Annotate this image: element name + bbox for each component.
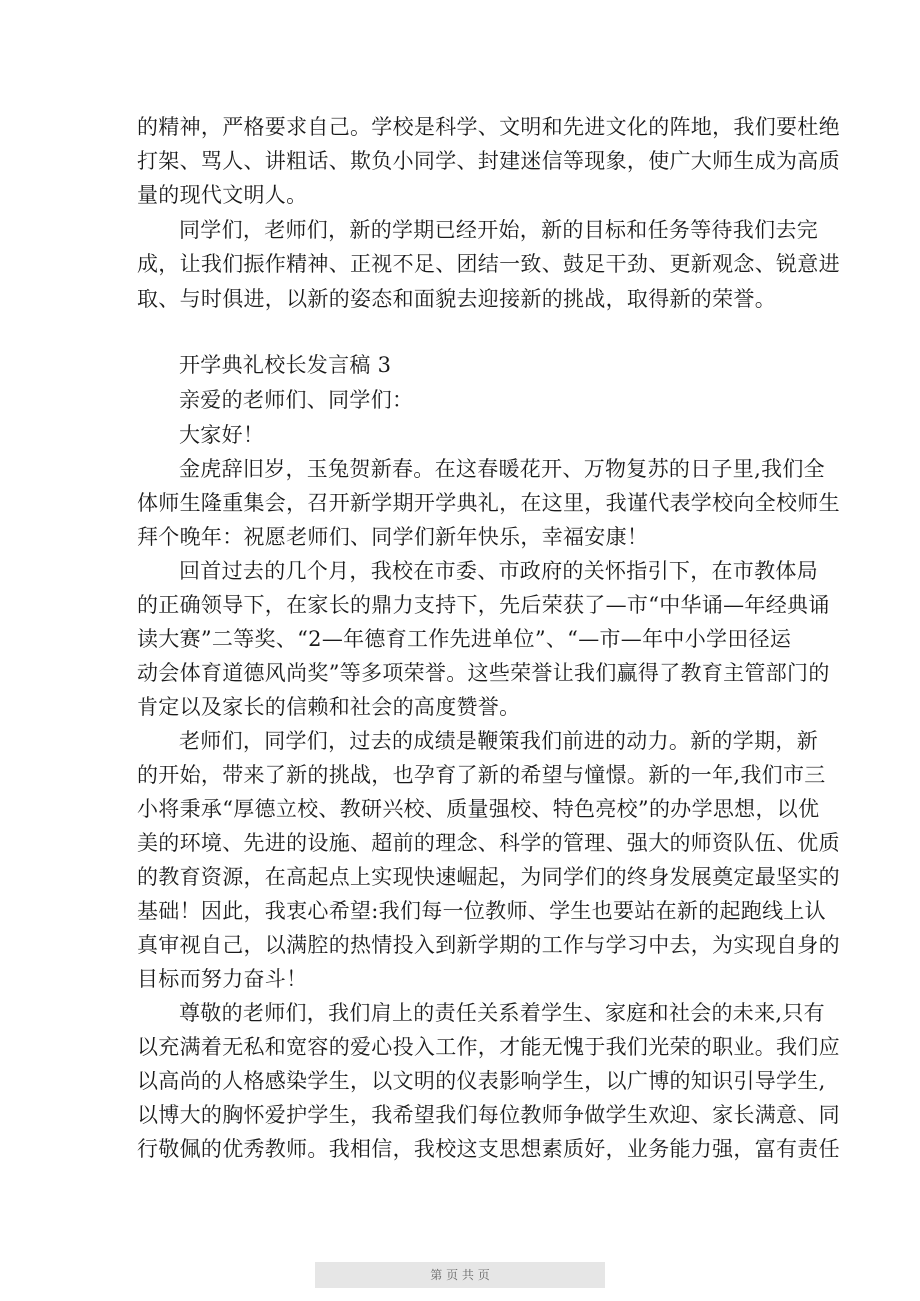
paragraph-4-line: 肯定以及家长的信赖和社会的高度赞誉。 [137, 695, 521, 719]
paragraph-5-line: 小将秉承“厚德立校、教研兴校、质量强校、特色亮校”的办学思想，以优 [137, 797, 820, 821]
paragraph-5-line: 目标而努力奋斗！ [137, 967, 308, 991]
paragraph-5-line: 的教育资源，在高起点上实现快速崛起，为同学们的终身发展奠定最坚实的 [137, 865, 840, 889]
paragraph-5-line: 老师们，同学们，过去的成绩是鞭策我们前进的动力。新的学期，新 [179, 729, 818, 753]
paragraph-3-line: 体师生隆重集会，召开新学期开学典礼，在这里，我谨代表学校向全校师生 [137, 491, 840, 515]
paragraph-1-line: 的精神，严格要求自己。学校是科学、文明和先进文化的阵地，我们要杜绝 [137, 115, 840, 139]
paragraph-6-line: 以高尚的人格感染学生，以文明的仪表影响学生，以广博的知识引导学生, [137, 1069, 826, 1093]
salutation: 亲爱的老师们、同学们： [179, 388, 414, 412]
section-title: 开学典礼校长发言稿 3 [179, 353, 392, 377]
paragraph-3-line: 金虎辞旧岁，玉兔贺新春。在这春暖花开、万物复苏的日子里,我们全 [179, 457, 825, 481]
paragraph-2-line: 同学们，老师们，新的学期已经开始，新的目标和任务等待我们去完 [179, 218, 818, 242]
paragraph-6-line: 以充满着无私和宽容的爱心投入工作，才能无愧于我们光荣的职业。我们应 [137, 1035, 840, 1059]
paragraph-1-line: 打架、骂人、讲粗话、欺负小同学、封建迷信等现象，使广大师生成为高质 [137, 149, 840, 173]
paragraph-5-line: 的开始，带来了新的挑战，也孕育了新的希望与憧憬。新的一年,我们市三 [137, 763, 826, 787]
paragraph-6-line: 以博大的胸怀爱护学生，我希望我们每位教师争做学生欢迎、家长满意、同 [137, 1103, 840, 1127]
paragraph-4-line: 读大赛”二等奖、“2—年德育工作先进单位”、“—市—年中小学田径运 [137, 627, 792, 651]
greeting: 大家好！ [179, 423, 265, 447]
paragraph-2-line: 取、与时俱进，以新的姿态和面貌去迎接新的挑战，取得新的荣誉。 [137, 287, 776, 311]
paragraph-5-line: 基础！因此，我衷心希望:我们每一位教师、学生也要站在新的起跑线上认 [137, 899, 826, 923]
paragraph-6-line: 行敬佩的优秀教师。我相信，我校这支思想素质好，业务能力强，富有责任 [137, 1137, 840, 1161]
paragraph-4-line: 回首过去的几个月，我校在市委、市政府的关怀指引下，在市教体局 [179, 559, 818, 583]
paragraph-3-line: 拜个晚年：祝愿老师们、同学们新年快乐，幸福安康！ [137, 525, 649, 549]
paragraph-4-line: 的正确领导下，在家长的鼎力支持下，先后荣获了—市“中华诵—年经典诵 [137, 593, 830, 617]
page-footer: 第 页 共 页 [315, 1262, 605, 1288]
paragraph-5-line: 真审视自己，以满腔的热情投入到新学期的工作与学习中去，为实现自身的 [137, 933, 840, 957]
paragraph-2-line: 成，让我们振作精神、正视不足、团结一致、鼓足干劲、更新观念、锐意进 [137, 252, 840, 276]
paragraph-5-line: 美的环境、先进的设施、超前的理念、科学的管理、强大的师资队伍、优质 [137, 831, 840, 855]
paragraph-1-line: 量的现代文明人。 [137, 183, 308, 207]
paragraph-6-line: 尊敬的老师们，我们肩上的责任关系着学生、家庭和社会的未来,只有 [179, 1001, 825, 1025]
paragraph-4-line: 动会体育道德风尚奖”等多项荣誉。这些荣誉让我们赢得了教育主管部门的 [137, 661, 830, 685]
